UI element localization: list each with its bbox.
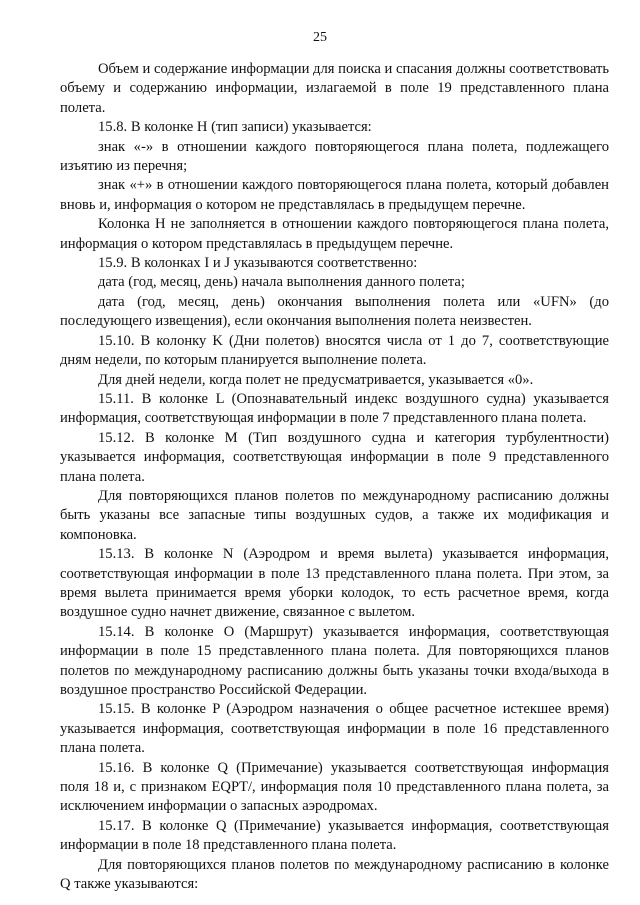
paragraph: 15.10. В колонку K (Дни полетов) вносятся числа от 1 до 7, соответствующие дням недели, по которым планируется выполнение полета.: [60, 332, 609, 369]
body-text: [60, 60, 609, 894]
paragraph: 15.11. В колонке L (Опознавательный индекс воздушного судна) указывается информация, соответствующая информации в поле 7 представленного плана полета.: [60, 390, 609, 427]
paragraph: 15.12. В колонке M (Тип воздушного судна и категория турбулентности) указывается информация, соответствующая информации в поле 9 представленного плана полета.: [60, 429, 609, 485]
paragraph: Для дней недели, когда полет не предусматривается, указывается «0».: [98, 371, 534, 388]
paragraph: 15.14. В колонке O (Маршрут) указывается информация, соответствующая информации в поле 15 представленного плана полета. Для повторяющихся планов полетов по международному расписанию должны быть указаны точки входа/выхода в воздушное пространство Российской Федерации.: [60, 623, 609, 698]
paragraph: знак «+» в отношении каждого повторяющегося плана полета, который добавлен вновь и, информация о котором не представлялась в предыдущем перечне.: [60, 177, 609, 213]
paragraph: Для повторяющихся планов полетов по международному расписанию в колонке Q также указываются:: [60, 856, 609, 893]
paragraph: 15.15. В колонке P (Аэродром назначения о общее расчетное истекшее время) указывается информация, соответствующая информации в поле 16 представленного плана полета.: [60, 701, 609, 757]
page-number: 25: [313, 30, 327, 45]
paragraph: дата (год, месяц, день) окончания выполнения полета или «UFN» (до последующего извещения), если окончания выполнения полета неизвестен.: [60, 293, 609, 330]
paragraph: 15.9. В колонках I и J указываются соответственно:: [98, 255, 418, 272]
paragraph: Для повторяющихся планов полетов по международному расписанию должны быть указаны все запасные типы воздушных судов, а также их модификация и компоновка.: [60, 487, 609, 543]
paragraph: 15.17. В колонке Q (Примечание) указывается информация, соответствующая информации в поле 18 представленного плана полета.: [60, 817, 609, 854]
paragraph: 15.16. В колонке Q (Примечание) указывается соответствующая информация поля 18 и, с признаком EQPT/, информация поля 10 представленного плана полета, за исключением информации о запасных аэродромах.: [60, 759, 609, 815]
paragraph: 15.8. В колонке H (тип записи) указывается:: [98, 119, 372, 136]
paragraph: знак «-» в отношении каждого повторяющегося плана полета, подлежащего изъятию из перечня;: [60, 138, 609, 175]
paragraph: дата (год, месяц, день) начала выполнения данного полета;: [98, 274, 465, 291]
paragraph: Объем и содержание информации для поиска и спасания должны соответствовать объему и содержанию информации, излагаемой в поле 19 представленного плана полета.: [60, 61, 609, 116]
paragraph: Колонка H не заполняется в отношении каждого повторяющегося плана полета, информация о котором представлялась в предыдущем перечне.: [60, 216, 609, 252]
paragraph: 15.13. В колонке N (Аэродром и время вылета) указывается информация, соответствующая информации в поле 13 представленного плана полета. При этом, за время вылета принимается время уборки колодок, то есть расчетное время, когда воздушное судно начнет движение, связанное с вылетом.: [60, 546, 609, 621]
